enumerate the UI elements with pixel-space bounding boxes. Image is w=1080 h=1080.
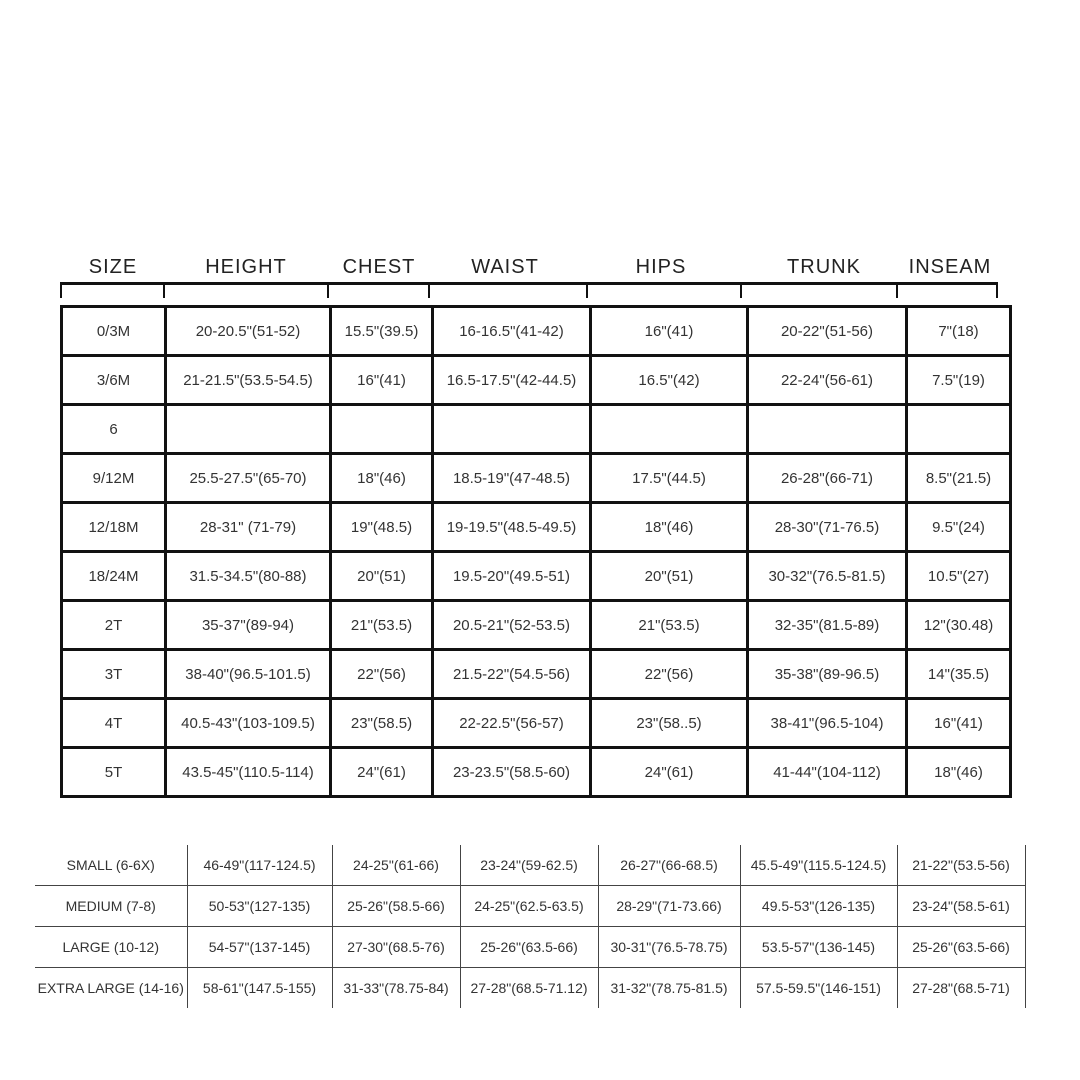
table-cell-hips: 30-31"(76.5-78.75) bbox=[598, 927, 740, 968]
table-row bbox=[62, 748, 1011, 797]
header-height: HEIGHT bbox=[205, 256, 287, 278]
table-cell-inseam: 23-24"(58.5-61) bbox=[897, 886, 1025, 927]
table-cell-size: 18/24M bbox=[62, 552, 166, 601]
table-cell-trunk: 26-28"(66-71) bbox=[748, 454, 907, 503]
table-cell-size: 6 bbox=[62, 405, 166, 454]
table-cell-waist: 22-22.5"(56-57) bbox=[433, 699, 591, 748]
table-cell-height: 25.5-27.5"(65-70) bbox=[166, 454, 331, 503]
table-cell-height bbox=[166, 405, 331, 454]
table-cell-chest: 16"(41) bbox=[331, 356, 433, 405]
table-cell-waist: 23-23.5"(58.5-60) bbox=[433, 748, 591, 797]
table-cell-trunk: 57.5-59.5"(146-151) bbox=[740, 968, 897, 1009]
table-cell-hips: 17.5"(44.5) bbox=[591, 454, 748, 503]
table-cell-height: 38-40"(96.5-101.5) bbox=[166, 650, 331, 699]
table-cell-waist: 19-19.5"(48.5-49.5) bbox=[433, 503, 591, 552]
table-cell-inseam: 9.5"(24) bbox=[907, 503, 1011, 552]
table-cell-waist: 18.5-19"(47-48.5) bbox=[433, 454, 591, 503]
table-row bbox=[62, 454, 1011, 503]
table-cell-hips: 23"(58..5) bbox=[591, 699, 748, 748]
table-cell-height: 50-53"(127-135) bbox=[187, 886, 332, 927]
table-cell-waist: 24-25"(62.5-63.5) bbox=[460, 886, 598, 927]
table-cell-waist: 19.5-20"(49.5-51) bbox=[433, 552, 591, 601]
table-cell-size: EXTRA LARGE (14-16) bbox=[35, 968, 187, 1009]
table-row bbox=[62, 650, 1011, 699]
table-cell-trunk: 45.5-49"(115.5-124.5) bbox=[740, 845, 897, 886]
baby-toddler-size-table bbox=[60, 305, 1012, 798]
table-cell-chest: 24"(61) bbox=[331, 748, 433, 797]
table-cell-hips: 28-29"(71-73.66) bbox=[598, 886, 740, 927]
column-header-row bbox=[0, 256, 1080, 282]
table-cell-height: 20-20.5"(51-52) bbox=[166, 307, 331, 356]
table-cell-height: 31.5-34.5"(80-88) bbox=[166, 552, 331, 601]
table-cell-trunk: 20-22"(51-56) bbox=[748, 307, 907, 356]
table-cell-inseam: 8.5"(21.5) bbox=[907, 454, 1011, 503]
table-cell-chest: 20"(51) bbox=[331, 552, 433, 601]
table-cell-waist: 25-26"(63.5-66) bbox=[460, 927, 598, 968]
header-tick bbox=[996, 282, 998, 298]
table-cell-inseam: 16"(41) bbox=[907, 699, 1011, 748]
table-cell-inseam bbox=[907, 405, 1011, 454]
table-cell-inseam: 10.5"(27) bbox=[907, 552, 1011, 601]
table-cell-inseam: 27-28"(68.5-71) bbox=[897, 968, 1025, 1009]
table-cell-waist: 21.5-22"(54.5-56) bbox=[433, 650, 591, 699]
table-cell-trunk: 41-44"(104-112) bbox=[748, 748, 907, 797]
table-cell-size: MEDIUM (7-8) bbox=[35, 886, 187, 927]
header-tick bbox=[327, 282, 329, 298]
table-cell-hips: 16.5"(42) bbox=[591, 356, 748, 405]
header-chest: CHEST bbox=[342, 256, 416, 278]
table-cell-hips: 21"(53.5) bbox=[591, 601, 748, 650]
table-cell-height: 43.5-45"(110.5-114) bbox=[166, 748, 331, 797]
table-cell-height: 46-49"(117-124.5) bbox=[187, 845, 332, 886]
table-cell-inseam: 14"(35.5) bbox=[907, 650, 1011, 699]
header-tick bbox=[428, 282, 430, 298]
header-tick bbox=[740, 282, 742, 298]
table-cell-waist: 23-24"(59-62.5) bbox=[460, 845, 598, 886]
table-cell-inseam: 21-22"(53.5-56) bbox=[897, 845, 1025, 886]
table-row bbox=[62, 601, 1011, 650]
table-cell-size: SMALL (6-6X) bbox=[35, 845, 187, 886]
header-tick bbox=[586, 282, 588, 298]
table-cell-trunk: 53.5-57"(136-145) bbox=[740, 927, 897, 968]
table-row bbox=[35, 845, 1025, 886]
header-tick bbox=[60, 282, 62, 298]
table-row bbox=[35, 968, 1025, 1009]
table-row bbox=[62, 699, 1011, 748]
table-cell-size: 5T bbox=[62, 748, 166, 797]
header-hips: HIPS bbox=[635, 256, 687, 278]
header-divider bbox=[60, 282, 998, 285]
table-cell-trunk: 30-32"(76.5-81.5) bbox=[748, 552, 907, 601]
table-cell-size: 4T bbox=[62, 699, 166, 748]
table-cell-chest: 31-33"(78.75-84) bbox=[332, 968, 460, 1009]
table-cell-chest: 25-26"(58.5-66) bbox=[332, 886, 460, 927]
table-cell-hips: 24"(61) bbox=[591, 748, 748, 797]
header-inseam: INSEAM bbox=[908, 256, 992, 278]
header-trunk: TRUNK bbox=[787, 256, 861, 278]
table-row bbox=[35, 927, 1025, 968]
table-cell-waist bbox=[433, 405, 591, 454]
table-row bbox=[62, 356, 1011, 405]
table-cell-chest: 19"(48.5) bbox=[331, 503, 433, 552]
table-cell-trunk: 28-30"(71-76.5) bbox=[748, 503, 907, 552]
table-cell-size: 0/3M bbox=[62, 307, 166, 356]
table-cell-hips: 22"(56) bbox=[591, 650, 748, 699]
table-cell-chest: 22"(56) bbox=[331, 650, 433, 699]
table-cell-trunk: 49.5-53"(126-135) bbox=[740, 886, 897, 927]
kids-size-table bbox=[35, 845, 1026, 1008]
table-cell-size: 2T bbox=[62, 601, 166, 650]
table-cell-chest: 21"(53.5) bbox=[331, 601, 433, 650]
table-row bbox=[62, 503, 1011, 552]
table-cell-height: 28-31" (71-79) bbox=[166, 503, 331, 552]
table-cell-hips: 20"(51) bbox=[591, 552, 748, 601]
table-cell-inseam: 7.5"(19) bbox=[907, 356, 1011, 405]
header-waist: WAIST bbox=[471, 256, 539, 278]
table-cell-trunk: 22-24"(56-61) bbox=[748, 356, 907, 405]
table-cell-trunk: 35-38"(89-96.5) bbox=[748, 650, 907, 699]
table-cell-chest: 24-25"(61-66) bbox=[332, 845, 460, 886]
table-cell-chest: 27-30"(68.5-76) bbox=[332, 927, 460, 968]
table-cell-inseam: 18"(46) bbox=[907, 748, 1011, 797]
table-cell-size: 12/18M bbox=[62, 503, 166, 552]
table-cell-trunk bbox=[748, 405, 907, 454]
table-cell-inseam: 12"(30.48) bbox=[907, 601, 1011, 650]
table-cell-waist: 16-16.5"(41-42) bbox=[433, 307, 591, 356]
table-cell-size: 3/6M bbox=[62, 356, 166, 405]
table-cell-height: 54-57"(137-145) bbox=[187, 927, 332, 968]
table-cell-trunk: 38-41"(96.5-104) bbox=[748, 699, 907, 748]
table-cell-waist: 16.5-17.5"(42-44.5) bbox=[433, 356, 591, 405]
table-cell-inseam: 7"(18) bbox=[907, 307, 1011, 356]
table-cell-waist: 27-28"(68.5-71.12) bbox=[460, 968, 598, 1009]
table-row bbox=[35, 886, 1025, 927]
table-cell-size: 9/12M bbox=[62, 454, 166, 503]
table-cell-hips: 16"(41) bbox=[591, 307, 748, 356]
table-cell-chest: 15.5"(39.5) bbox=[331, 307, 433, 356]
table-cell-size: 3T bbox=[62, 650, 166, 699]
table-row bbox=[62, 552, 1011, 601]
header-tick bbox=[163, 282, 165, 298]
table-cell-chest: 18"(46) bbox=[331, 454, 433, 503]
table-cell-height: 35-37"(89-94) bbox=[166, 601, 331, 650]
table-cell-height: 40.5-43"(103-109.5) bbox=[166, 699, 331, 748]
table-cell-size: LARGE (10-12) bbox=[35, 927, 187, 968]
table-cell-hips: 26-27"(66-68.5) bbox=[598, 845, 740, 886]
table-cell-height: 58-61"(147.5-155) bbox=[187, 968, 332, 1009]
table-row bbox=[62, 307, 1011, 356]
table-cell-inseam: 25-26"(63.5-66) bbox=[897, 927, 1025, 968]
header-tick bbox=[896, 282, 898, 298]
table-cell-hips bbox=[591, 405, 748, 454]
table-cell-trunk: 32-35"(81.5-89) bbox=[748, 601, 907, 650]
table-cell-hips: 31-32"(78.75-81.5) bbox=[598, 968, 740, 1009]
table-cell-waist: 20.5-21"(52-53.5) bbox=[433, 601, 591, 650]
header-size: SIZE bbox=[88, 256, 138, 278]
table-cell-hips: 18"(46) bbox=[591, 503, 748, 552]
table-row bbox=[62, 405, 1011, 454]
table-cell-chest bbox=[331, 405, 433, 454]
table-cell-chest: 23"(58.5) bbox=[331, 699, 433, 748]
table-cell-height: 21-21.5"(53.5-54.5) bbox=[166, 356, 331, 405]
